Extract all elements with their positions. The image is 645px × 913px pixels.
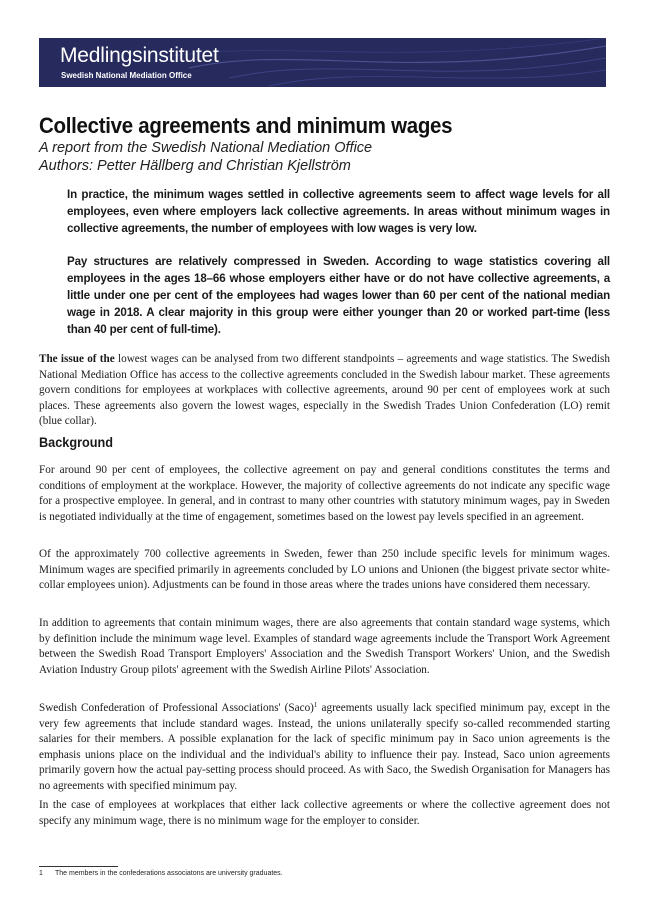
saco-text-after: agreements usually lack specified minimum pay, except in the very few agreements that include standard wages. Instead, the unions unilaterally specify so-called recommended starting salaries for their members. A possible explanation for the lack of specific minimum pay in Saco union agreements is the emphasis unions place on the individual and the individual's ability to influence their pay. Instead, Saco union agreements primarily govern how the actual pay-setting process should proceed. As with Saco, the Swedish Organisation for Managers has no agreements with specified minimum pay.	[39, 702, 610, 792]
header-banner	[39, 38, 606, 87]
intro-text: lowest wages can be analysed from two different standpoints – agreements and wage statistics. The Swedish National Mediation Office has access to the collective agreements concluded in the Swedish labour market. These agreements govern conditions for employees at workplaces with collective agreements, around 90 per cent of employees work at such places. These agreements also govern the lowest wages, especially in the Swedish Trades Union Confederation (LO) remit (blue collar).	[39, 353, 611, 428]
page-title: Collective agreements and minimum wages	[39, 113, 453, 138]
footnote-reference[interactable]: 1	[313, 701, 318, 709]
footnote-divider	[39, 866, 118, 867]
body-paragraph-3: In addition to agreements that contain minimum wages, there are also agreements that contain standard wage systems, which by definition include the minimum wage level. Examples of standard wage agreements include the Transport Work Agreement between the Swedish Road Transport Employers' Association and the Swedish Transport Workers' Union, and the Swedish Aviation Industry Group pilots' agreement with the Swedish Airline Pilots' Association.	[39, 617, 610, 676]
footnote	[39, 869, 283, 879]
section-heading-background: Background	[39, 435, 114, 450]
body-paragraph-1: For around 90 per cent of employees, the collective agreement on pay and general conditions constitutes the terms and conditions of employment at the workplace. However, the majority of collective agreements do not indicate any specific wage for a prospective employee. In general, and in contrast to many other countries with statutory minimum wages, pay in Sweden is negotiated individually at the time of engagement, sometimes based on the lowest pay levels specified in an agreement.	[39, 464, 610, 523]
lead-paragraph-1: In practice, the minimum wages settled in collective agreements seem to affect wage levels for all employees, even where employers lack collective agreements. In areas without minimum wages in collective agreements, the number of employees with low wages is very low.	[67, 188, 610, 235]
org-subtitle: Swedish National Mediation Office	[61, 71, 192, 80]
saco-text-before: Swedish Confederation of Professional Associations' (Saco)	[39, 702, 314, 714]
footnote-number: 1	[39, 870, 43, 877]
final-paragraph: In the case of employees at workplaces that either lack collective agreements or where the collective agreement does not specify any minimum wage, there is no minimum wage for the employer to consider.	[39, 799, 610, 827]
intro-bold-lead: The issue of the	[39, 353, 115, 365]
lead-paragraph-2: Pay structures are relatively compressed in Sweden. According to wage statistics covering all employees in the ages 18–66 whose employers either have or do not have collective agreements, a little under one per cent of the employees had wages lower than 60 per cent of the national median wage in 2018. A clear majority in this group were either younger than 20 or worked part-time (less than 40 per cent of full-time).	[67, 255, 610, 336]
authors-line: Authors: Petter Hällberg and Christian Kjellström	[39, 158, 351, 174]
saco-paragraph	[39, 701, 610, 795]
org-name: Medlingsinstitutet	[60, 44, 219, 67]
footnote-text: The members in the confederations associatons are university graduates.	[55, 870, 283, 877]
intro-paragraph	[39, 352, 610, 430]
report-subtitle: A report from the Swedish National Mediation Office	[39, 140, 373, 156]
body-paragraph-2: Of the approximately 700 collective agreements in Sweden, fewer than 250 include specific levels for minimum wages. Minimum wages are specified primarily in agreements concluded by LO unions and Unionen (the biggest private sector white-collar employees union). Adjustments can be found in those areas where the trades unions have considered them necessary.	[39, 548, 610, 592]
